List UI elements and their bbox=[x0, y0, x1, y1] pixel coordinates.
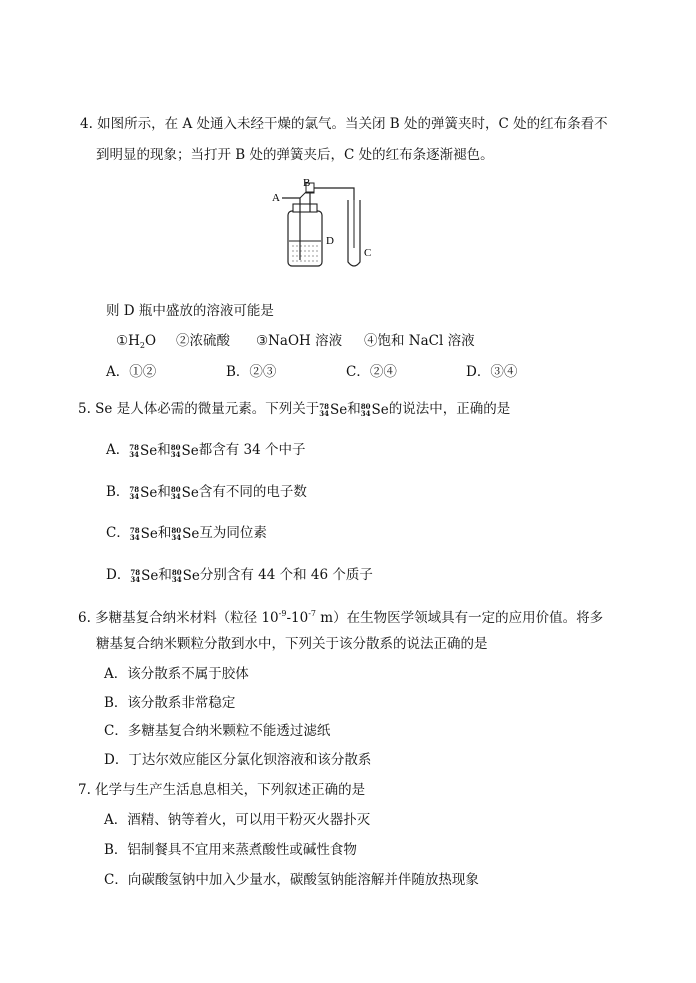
figure-label-a: A bbox=[272, 192, 280, 204]
q6-option-c[interactable]: C．多糖基复合纳米颗粒不能透过滤纸 bbox=[104, 723, 331, 739]
nuclide-se-78: 78 34 Se bbox=[319, 401, 348, 418]
q7-stem: 7. 化学与生产生活息息相关，下列叙述正确的是 bbox=[78, 782, 366, 798]
q4-stem-line2: 到明显的现象；当打开 B 处的弹簧夹后，C 处的红布条逐渐褪色。 bbox=[96, 147, 494, 163]
gas-washing-apparatus-figure bbox=[268, 178, 378, 273]
q4-stem-line1: 4. 如图所示，在 A 处通入未经干燥的氯气。当关闭 B 处的弹簧夹时，C 处的红布条看不 bbox=[80, 116, 608, 132]
q6-option-d[interactable]: D．丁达尔效应能区分氯化钡溶液和该分散系 bbox=[104, 752, 372, 768]
bottle-d bbox=[288, 211, 322, 266]
stopper bbox=[293, 204, 317, 212]
item-1-h: H bbox=[128, 333, 140, 349]
q5-stem-pre: 5. Se 是人体必需的微量元素。下列关于 bbox=[78, 401, 320, 417]
q4-prompt: 则 D 瓶中盛放的溶液可能是 bbox=[106, 303, 274, 319]
q7-option-a[interactable]: A．酒精、钠等着火，可以用干粉灭火器扑灭 bbox=[104, 812, 371, 828]
figure-label-b: B bbox=[303, 178, 311, 189]
q5-option-d[interactable]: D． 78 34 Se 和 80 34 Se 分别含有 44 个和 46 个质子 bbox=[106, 567, 373, 584]
q4-option-a[interactable]: A．①② bbox=[106, 364, 157, 380]
nuclide-se-80: 80 34 Se bbox=[360, 401, 389, 418]
item-1-o: O bbox=[144, 333, 157, 349]
q6-stem-line1: 6. 多糖基复合纳米材料（粒径 $10^{-9}-10^{-7}$ m）在生物医学领域具有一定的应用价值。将多 bbox=[78, 609, 604, 626]
figure-label-c: C bbox=[364, 247, 372, 259]
q6-stem-line2: 糖基复合纳米颗粒分散到水中，下列关于该分散系的说法正确的是 bbox=[96, 636, 488, 652]
q6-option-a[interactable]: A．该分散系不属于胶体 bbox=[104, 666, 249, 682]
q5-option-a[interactable]: A． 78 34 Se 和 80 34 Se 都含有 34 个中子 bbox=[106, 442, 306, 459]
q4-item-2: ②浓硫酸 bbox=[176, 333, 230, 349]
q4-item-4: ④饱和 NaCl 溶液 bbox=[364, 333, 475, 349]
q4-option-c[interactable]: C．②④ bbox=[346, 364, 397, 380]
q7-option-b[interactable]: B．铝制餐具不宜用来蒸煮酸性或碱性食物 bbox=[104, 842, 357, 858]
q5-stem bbox=[78, 400, 510, 419]
figure-label-d: D bbox=[326, 235, 334, 247]
liquid-fill bbox=[292, 246, 318, 261]
q5-option-b[interactable]: B． 78 34 Se 和 80 34 Se 含有不同的电子数 bbox=[106, 484, 307, 501]
q4-item-1 bbox=[116, 332, 156, 355]
item-1-sub: 2 bbox=[139, 341, 145, 350]
q5-option-c[interactable]: C． 78 34 Se 和 80 34 Se 互为同位素 bbox=[106, 525, 267, 542]
q4-option-b[interactable]: B．②③ bbox=[226, 364, 277, 380]
q5-stem-post: 的说法中，正确的是 bbox=[388, 401, 511, 417]
q4-item-3: ③NaOH 溶液 bbox=[256, 333, 343, 349]
q7-option-c[interactable]: C．向碳酸氢钠中加入少量水，碳酸氢钠能溶解并伴随放热现象 bbox=[104, 872, 479, 888]
q6-option-b[interactable]: B．该分散系非常稳定 bbox=[104, 695, 236, 711]
q4-option-d[interactable]: D．③④ bbox=[466, 364, 518, 380]
item-1-mark: ① bbox=[116, 333, 129, 349]
q5-stem-and: 和 bbox=[347, 401, 361, 417]
